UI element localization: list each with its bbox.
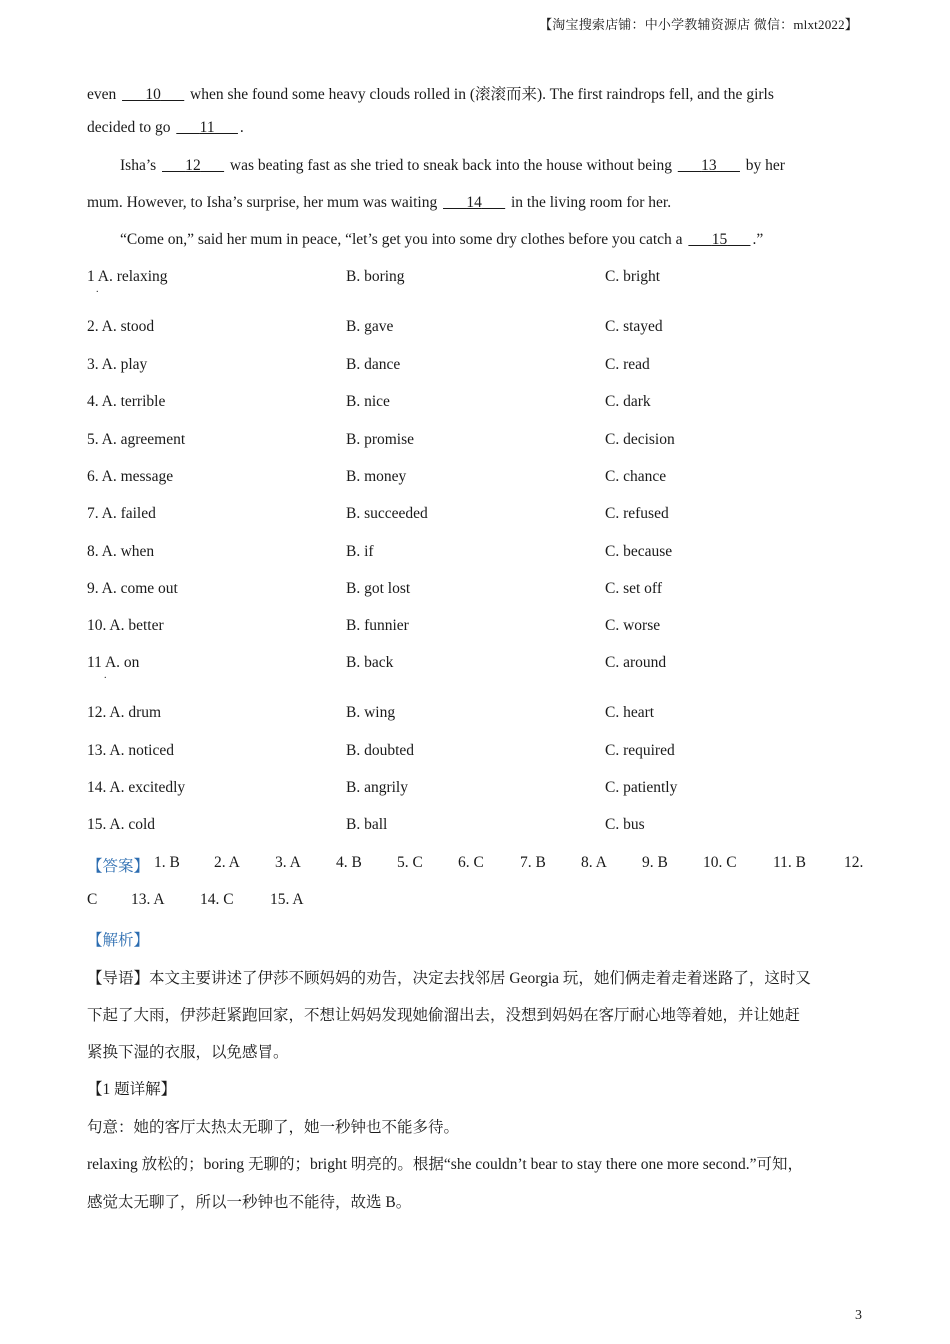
blank-11: 11 [199, 119, 215, 136]
option-b: B. if [346, 543, 374, 560]
option-c: C. dark [605, 393, 651, 410]
option-b: B. dance [346, 356, 401, 373]
option-b: B. doubted [346, 742, 415, 759]
text-segment: was beating fast as she tried to sneak back into the house without being [226, 157, 676, 174]
text-segment: Isha’s [120, 157, 161, 174]
option-row-1 [87, 268, 867, 295]
text-segment: in the living room for her. [507, 194, 672, 211]
option-row-3 [87, 356, 867, 378]
answer-item: 15. A [270, 891, 304, 908]
text-segment: . [239, 119, 244, 136]
text-segment: .” [752, 231, 764, 248]
answer-item: 11. B [773, 854, 807, 871]
number-dot: . [96, 284, 99, 295]
answer-item: 10. C [703, 854, 737, 871]
option-a: 1 A. relaxing [87, 268, 168, 285]
answer-item: 2. A [214, 854, 240, 871]
option-a: 11 A. on [87, 654, 140, 671]
blank-12: 12 [185, 157, 201, 174]
option-b: B. succeeded [346, 505, 428, 522]
option-a: 7. A. failed [87, 505, 156, 522]
option-row-8 [87, 543, 867, 565]
option-c: C. set off [605, 580, 662, 597]
option-row-5 [87, 431, 867, 453]
detail-line-2: relaxing 放松的；boring 无聊的；bright 明亮的。根据“she couldn’t bear to stay there one more second.”可知， [87, 1156, 804, 1173]
option-a: 5. A. agreement [87, 431, 186, 448]
answer-item: 5. C [397, 854, 423, 871]
option-b: B. boring [346, 268, 405, 285]
option-a: 14. A. excitedly [87, 779, 186, 796]
text-segment: mum. However, to Isha’s surprise, her mum was waiting [87, 194, 442, 211]
answer-label: 【答案】 [87, 858, 150, 875]
option-row-10 [87, 617, 867, 639]
intro-line-2: 下起了大雨，伊莎赶紧跑回家，不想让妈妈发现她偷溜出去，没想到妈妈在客厅耐心地等着她，并让她赶 [87, 1007, 801, 1024]
option-b: B. ball [346, 816, 388, 833]
passage-line-4 [87, 194, 671, 212]
option-c: C. chance [605, 468, 667, 485]
option-c: C. bus [605, 816, 645, 833]
option-c: C. decision [605, 431, 675, 448]
option-c: C. bright [605, 268, 661, 285]
option-a: 8. A. when [87, 543, 155, 560]
number-dot: . [104, 670, 107, 681]
answer-item: 4. B [336, 854, 362, 871]
passage-line-1 [87, 82, 774, 104]
option-c: C. because [605, 543, 673, 560]
option-row-12 [87, 704, 867, 726]
option-a: 6. A. message [87, 468, 174, 485]
intro-line-3: 紧换下湿的衣服，以免感冒。 [87, 1044, 289, 1061]
intro-line-1: 【导语】本文主要讲述了伊莎不顾妈妈的劝告，决定去找邻居 Georgia 玩，她们俩走着走着迷路了，这时又 [87, 970, 811, 987]
option-row-6 [87, 468, 867, 490]
option-c: C. heart [605, 704, 655, 721]
option-row-14 [87, 779, 867, 801]
option-c: C. worse [605, 617, 661, 634]
passage-line-3 [120, 157, 785, 175]
text-segment: decided to go [87, 119, 175, 136]
passage-line-2 [87, 119, 244, 137]
option-b: B. money [346, 468, 407, 485]
option-c: C. stayed [605, 318, 663, 335]
detail-line-3: 感觉太无聊了，所以一秒钟也不能待，故选 B。 [87, 1194, 412, 1211]
answer-item: 13. A [131, 891, 165, 908]
answer-item: 8. A [581, 854, 607, 871]
option-row-2 [87, 318, 867, 340]
option-a: 3. A. play [87, 356, 148, 373]
blank-15: 15 [711, 231, 728, 248]
answer-item: 9. B [642, 854, 668, 871]
answer-item: 6. C [458, 854, 484, 871]
option-a: 4. A. terrible [87, 393, 166, 410]
blank-10: 10 [145, 86, 161, 103]
option-a: 10. A. better [87, 617, 164, 634]
option-row-15 [87, 816, 867, 838]
option-b: B. got lost [346, 580, 411, 597]
answer-item: 3. A [275, 854, 301, 871]
answer-item: 14. C [200, 891, 234, 908]
page-header: 【淘宝搜索店铺：中小学教辅资源店 微信：mlxt2022】 [539, 17, 858, 32]
option-c: C. refused [605, 505, 669, 522]
answer-item: 7. B [520, 854, 546, 871]
option-a: 9. A. come out [87, 580, 178, 597]
option-b: B. wing [346, 704, 396, 721]
answer-item: C [87, 891, 98, 908]
option-b: B. funnier [346, 617, 409, 634]
option-b: B. back [346, 654, 394, 671]
answer-item: 1. B [154, 854, 180, 871]
option-b: B. promise [346, 431, 415, 448]
option-c: C. patiently [605, 779, 678, 796]
option-c: C. around [605, 654, 667, 671]
blank-13: 13 [701, 157, 717, 174]
option-a: 13. A. noticed [87, 742, 174, 759]
text-segment: by her [741, 157, 785, 174]
page-number: 3 [855, 1308, 862, 1323]
option-row-13 [87, 742, 867, 764]
option-b: B. gave [346, 318, 394, 335]
detail-title: 【1 题详解】 [87, 1081, 177, 1098]
option-row-7 [87, 505, 867, 527]
text-segment: even [87, 86, 121, 103]
option-row-4 [87, 393, 867, 415]
option-b: B. nice [346, 393, 390, 410]
blank-14: 14 [466, 194, 482, 211]
text-segment: when she found some heavy clouds rolled in (滚滚而来). The first raindrops fell, and the girls [186, 86, 774, 103]
option-row-11 [87, 654, 867, 681]
text-segment: “Come on,” said her mum in peace, “let’s get you into some dry clothes before you catch a [120, 231, 687, 248]
passage-line-5 [120, 231, 763, 249]
answer-item: 12. [844, 854, 864, 871]
detail-line-1: 句意：她的客厅太热太无聊了，她一秒钟也不能多待。 [87, 1119, 460, 1136]
option-a: 2. A. stood [87, 318, 155, 335]
option-a: 15. A. cold [87, 816, 156, 833]
option-a: 12. A. drum [87, 704, 162, 721]
option-c: C. read [605, 356, 650, 373]
option-c: C. required [605, 742, 675, 759]
option-row-9 [87, 580, 867, 602]
option-b: B. angrily [346, 779, 408, 796]
analysis-label: 【解析】 [87, 932, 150, 949]
